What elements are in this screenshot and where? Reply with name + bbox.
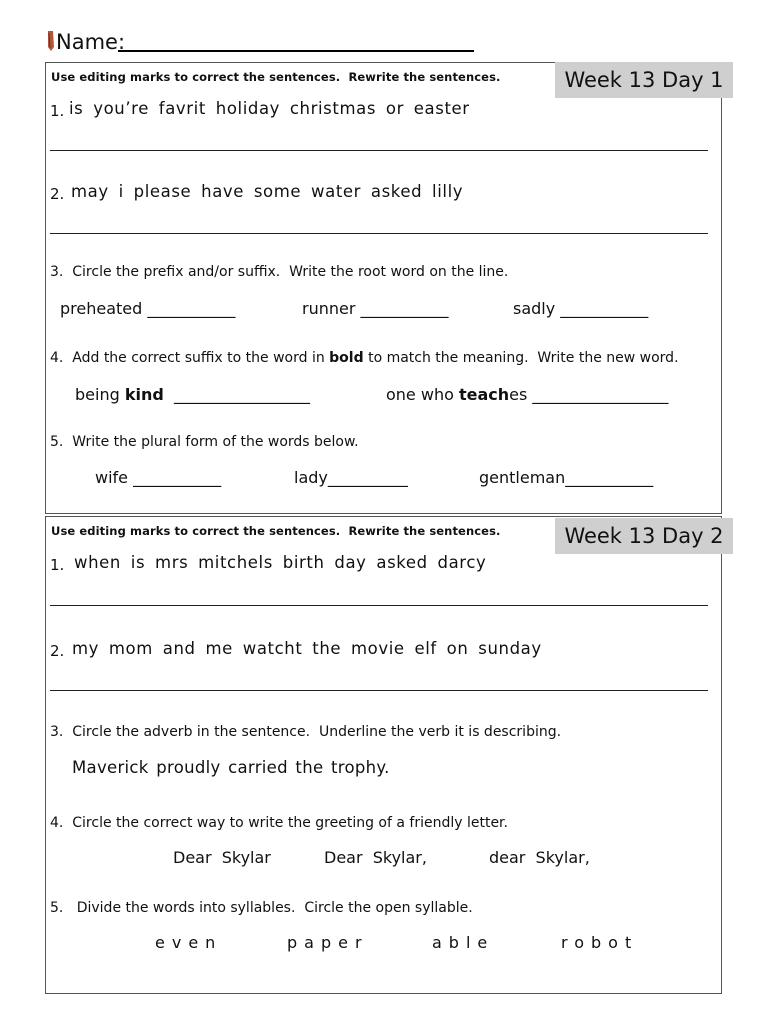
day2-panel: [45, 516, 722, 994]
day1-q4-item-1: [75, 385, 310, 404]
day1-q1-sentence: is you’re favrit holiday christmas or easter: [69, 99, 470, 118]
day2-q2-answer-line[interactable]: [50, 690, 708, 691]
day2-q3-sentence: Maverick proudly carried the trophy.: [72, 758, 390, 777]
day1-week-tab: Week 13 Day 1: [555, 62, 733, 98]
day2-q4-directions: 4. Circle the correct way to write the greeting of a friendly letter.: [50, 815, 508, 831]
day2-q5-word-3: able: [432, 933, 495, 952]
day1-q4-directions-end: to match the meaning. Write the new word.: [363, 350, 679, 366]
day2-instructions: Use editing marks to correct the sentences. Rewrite the sentences.: [51, 524, 501, 538]
day1-q4-directions-bold: bold: [329, 350, 364, 366]
day1-q2-sentence: may i please have some water asked lilly: [71, 182, 464, 201]
day1-q4-directions: [50, 350, 679, 366]
day1-q4-item-1-line: _________________: [163, 385, 310, 404]
day1-q5-word-2: lady__________: [294, 468, 408, 487]
day2-q1-number: 1.: [50, 556, 65, 574]
day2-q3-directions: 3. Circle the adverb in the sentence. Underline the verb it is describing.: [50, 724, 562, 740]
day1-q1-answer-line[interactable]: [50, 150, 708, 151]
day1-q3-word-3: sadly ___________: [513, 299, 649, 318]
day1-q5-word-1: wife ___________: [95, 468, 222, 487]
day1-q4-item-2: [386, 385, 668, 404]
day1-q4-item-1-prefix: being: [75, 385, 125, 404]
day1-q5-word-3: gentleman___________: [479, 468, 654, 487]
day2-q5-word-4: robot: [561, 933, 639, 952]
day1-q4-item-2-prefix: one who: [386, 385, 459, 404]
day1-q4-item-1-bold: kind: [124, 385, 164, 404]
day2-q5-word-1: even: [155, 933, 223, 952]
day2-q4-option-3: dear Skylar,: [489, 848, 590, 867]
day2-q2-number: 2.: [50, 642, 65, 660]
day1-q4-item-2-suffix: es _________________: [509, 385, 669, 404]
name-label: Name:: [56, 30, 126, 54]
day1-q2-number: 2.: [50, 185, 65, 203]
day2-q1-answer-line[interactable]: [50, 605, 708, 606]
day2-q5-directions: 5. Divide the words into syllables. Circle the open syllable.: [50, 900, 473, 916]
day1-q3-directions: 3. Circle the prefix and/or suffix. Write the root word on the line.: [50, 264, 509, 280]
day1-instructions: Use editing marks to correct the sentences. Rewrite the sentences.: [51, 70, 501, 84]
day1-q3-word-1: preheated ___________: [60, 299, 236, 318]
day1-q2-answer-line[interactable]: [50, 233, 708, 234]
name-row: [46, 28, 466, 58]
name-field[interactable]: [118, 50, 474, 52]
day2-q5-word-2: paper: [287, 933, 369, 952]
day2-q1-sentence: when is mrs mitchels birth day asked darcy: [74, 553, 487, 572]
day1-q4-directions-start: 4. Add the correct suffix to the word in: [50, 350, 330, 366]
day1-q1-number: 1.: [50, 102, 65, 120]
day2-q2-sentence: my mom and me watcht the movie elf on sunday: [72, 639, 542, 658]
day2-q4-option-1: Dear Skylar: [173, 848, 271, 867]
day1-q3-word-2: runner ___________: [302, 299, 449, 318]
day2-q4-option-2: Dear Skylar,: [324, 848, 427, 867]
day2-week-tab: Week 13 Day 2: [555, 518, 733, 554]
day1-q5-directions: 5. Write the plural form of the words below.: [50, 434, 359, 450]
day1-q4-item-2-bold: teach: [458, 385, 510, 404]
pencil-icon: [46, 30, 56, 52]
